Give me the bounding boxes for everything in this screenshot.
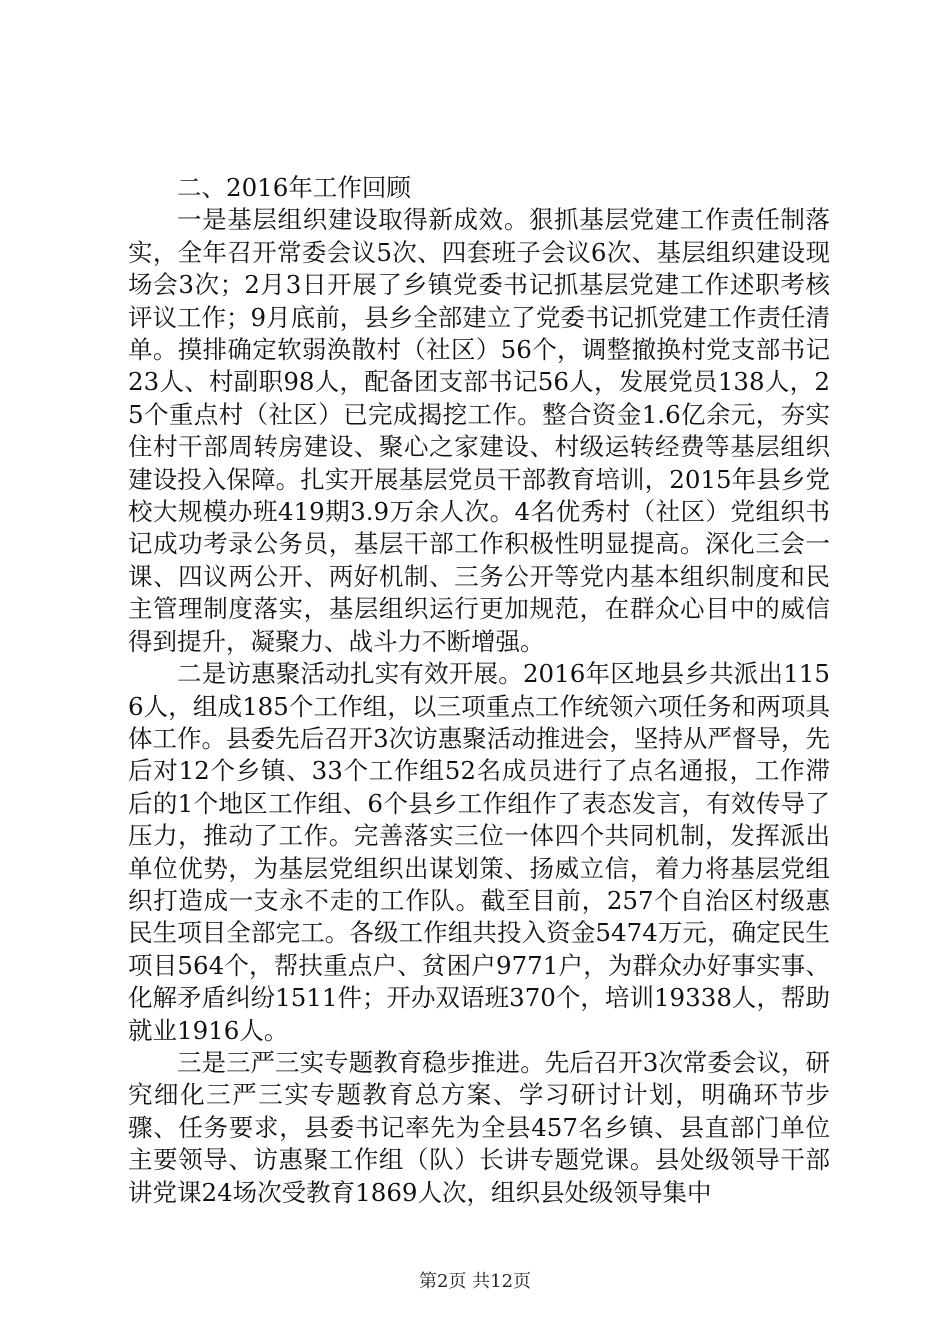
paragraph-three-stricts-education: 三是三严三实专题教育稳步推进。先后召开3次常委会议，研究细化三严三实专题教育总方案、学习研讨计划，明确环节步骤、任务要求，县委书记率先为全县457名乡镇、县直部门单位主要领导、访惠聚工作组（队）长讲专题党课。县处级领导干部讲党课24场次受教育1869人次，组织县处级领导集中 <box>128 1047 830 1207</box>
document-body <box>128 172 830 1209</box>
paragraph-grassroots-organization: 一是基层组织建设取得新成效。狠抓基层党建工作责任制落实，全年召开常委会议5次、四套班子会议6次、基层组织建设现场会3次；2月3日开展了乡镇党委书记抓基层党建工作述职考核评议工作；9月底前，县乡全部建立了党委书记抓党建工作责任清单。摸排确定软弱涣散村（社区）56个，调整撤换村党支部书记23人、村副职98人，配备团支部书记56人，发展党员138人，25个重点村（社区）已完成揭挖工作。整合资金1.6亿余元，夯实住村干部周转房建设、聚心之家建设、村级运转经费等基层组织建设投入保障。扎实开展基层党员干部教育培训，2015年县乡党校大规模办班419期3.9万余人次。4名优秀村（社区）党组织书记成功考录公务员，基层干部工作积极性明显提高。深化三会一课、四议两公开、两好机制、三务公开等党内基本组织制度和民主管理制度落实，基层组织运行更加规范，在群众心目中的威信得到提升，凝聚力、战斗力不断增强。 <box>128 205 830 656</box>
page-footer: 第2页 共12页 <box>418 1271 532 1292</box>
section-heading: 二、2016年工作回顾 <box>177 173 411 202</box>
paragraph-fanghuiju-activity: 二是访惠聚活动扎实有效开展。2016年区地县乡共派出1156人，组成185个工作组，以三项重点工作统领六项任务和两项具体工作。县委先后召开3次访惠聚活动推进会，坚持从严督导，先后对12个乡镇、33个工作组52名成员进行了点名通报，工作滞后的1个地区工作组、6个县乡工作组作了表态发言，有效传导了压力，推动了工作。完善落实三位一体四个共同机制，发挥派出单位优势，为基层党组织出谋划策、扬威立信，着力将基层党组织打造成一支永不走的工作队。截至目前，257个自治区村级惠民生项目全部完工。各级工作组共投入资金5474万元，确定民生项目564个，帮扶重点户、贫困户9771户，为群众办好事实事、化解矛盾纠纷1511件；开办双语班370个，培训19338人，帮助就业1916人。 <box>128 659 830 1045</box>
